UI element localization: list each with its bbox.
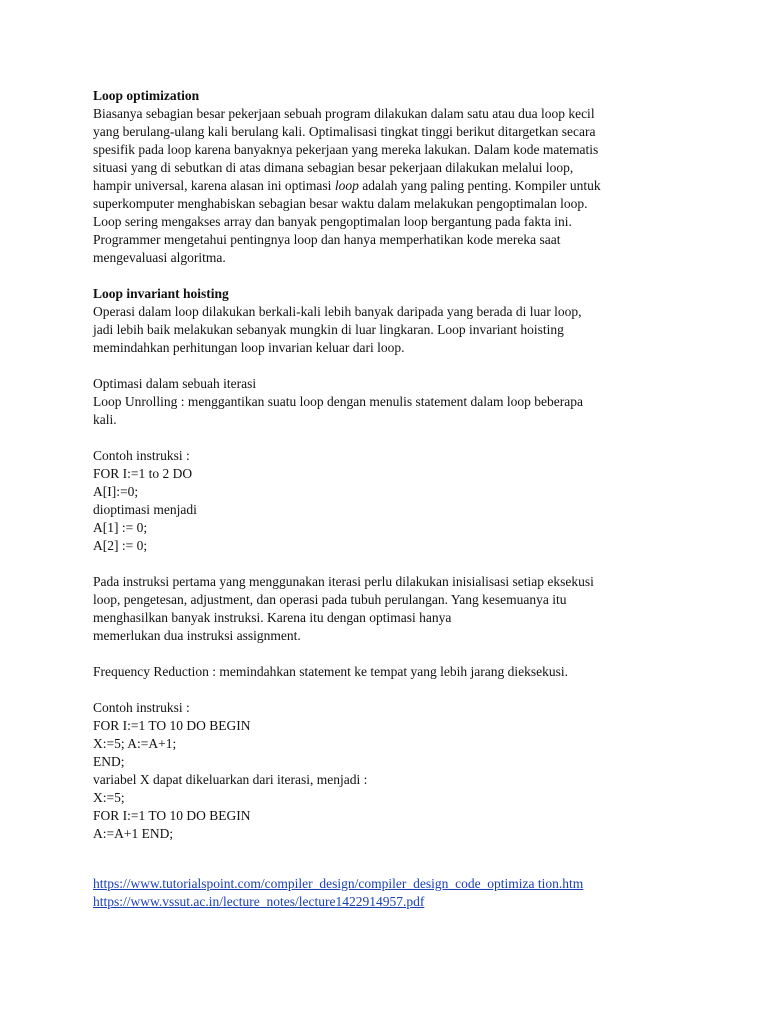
example-1-line: A[2] := 0; <box>93 538 148 553</box>
example-2-line: variabel X dapat dikeluarkan dari iterasi, menjadi : <box>93 772 368 787</box>
heading-loop-invariant-hoisting: Loop invariant hoisting <box>93 286 229 301</box>
heading-loop-optimization: Loop optimization <box>93 88 200 103</box>
paragraph-loop-optimization-part1: Biasanya sebagian besar pekerjaan sebuah program dilakukan dalam satu atau dua loop kecil yang berulang-ulang kali berulang kali. Optimalisasi tingkat tinggi berikut ditargetkan secara spesifik pada loop karena banyaknya pekerjaan yang mereka lakukan. Dalam kode matematis situasi yang di sebutkan di atas dimana sebagian besar pekerjaan dilakukan melalui loop, hampir universal, karena alasan ini optimasi <box>93 106 599 193</box>
example-2-line: X:=5; A:=A+1; <box>93 736 177 751</box>
example-2-block <box>93 699 688 843</box>
heading-optimasi-iterasi: Optimasi dalam sebuah iterasi <box>93 376 257 391</box>
example-2-line: Contoh instruksi : <box>93 700 190 715</box>
spacer <box>93 555 688 573</box>
spacer <box>93 429 688 447</box>
example-1-block <box>93 447 688 555</box>
example-1-line: Contoh instruksi : <box>93 448 190 463</box>
emphasis-loop: loop <box>334 178 359 193</box>
spacer <box>93 267 688 285</box>
example-2-line: FOR I:=1 TO 10 DO BEGIN <box>93 718 251 733</box>
spacer <box>93 861 688 875</box>
example-1-line: dioptimasi menjadi <box>93 502 197 517</box>
example-2-line: END; <box>93 754 125 769</box>
paragraph-loop-optimization-part2: adalah yang paling penting. Kompiler untuk superkomputer menghabiskan sebagian besar waktu dalam melakukan pengoptimalan loop. Loop sering mengakses array dan banyak pengoptimalan loop bergantung pada fakta ini. Programmer mengetahui pentingnya loop dan hanya memperhatikan kode mereka saat mengevaluasi algoritma. <box>93 178 601 265</box>
reference-link-vssut[interactable]: https://www.vssut.ac.in/lecture_notes/lecture1422914957.pdf <box>93 894 425 909</box>
example-2-line: FOR I:=1 TO 10 DO BEGIN <box>93 808 251 823</box>
references-block <box>93 875 688 911</box>
example-1-line: FOR I:=1 to 2 DO <box>93 466 193 481</box>
spacer <box>93 681 688 699</box>
example-1-line: A[I]:=0; <box>93 484 139 499</box>
paragraph-loop-optimization <box>93 105 688 267</box>
spacer <box>93 843 688 861</box>
reference-link-tutorialspoint[interactable]: https://www.tutorialspoint.com/compiler_design/compiler_design_code_optimiza tion.htm <box>93 876 584 891</box>
paragraph-loop-invariant-hoisting: Operasi dalam loop dilakukan berkali-kali lebih banyak daripada yang berada di luar loop, jadi lebih baik melakukan sebanyak mungkin di luar lingkaran. Loop invariant hoisting memindahkan perhitungan loop invarian keluar dari loop. <box>93 304 582 355</box>
example-1-line: A[1] := 0; <box>93 520 148 535</box>
example-2-line: X:=5; <box>93 790 125 805</box>
spacer <box>93 357 688 375</box>
paragraph-frequency-reduction: Frequency Reduction : memindahkan statement ke tempat yang lebih jarang dieksekusi. <box>93 664 568 679</box>
spacer <box>93 645 688 663</box>
paragraph-loop-unrolling: Loop Unrolling : menggantikan suatu loop dengan menulis statement dalam loop beberapa kali. <box>93 394 584 427</box>
example-2-line: A:=A+1 END; <box>93 826 174 841</box>
paragraph-explanation: Pada instruksi pertama yang menggunakan iterasi perlu dilakukan inisialisasi setiap eksekusi loop, pengetesan, adjustment, dan operasi pada tubuh perulangan. Yang kesemuanya itu menghasilkan banyak instruksi. Karena itu dengan optimasi hanya memerlukan dua instruksi assignment. <box>93 574 594 643</box>
